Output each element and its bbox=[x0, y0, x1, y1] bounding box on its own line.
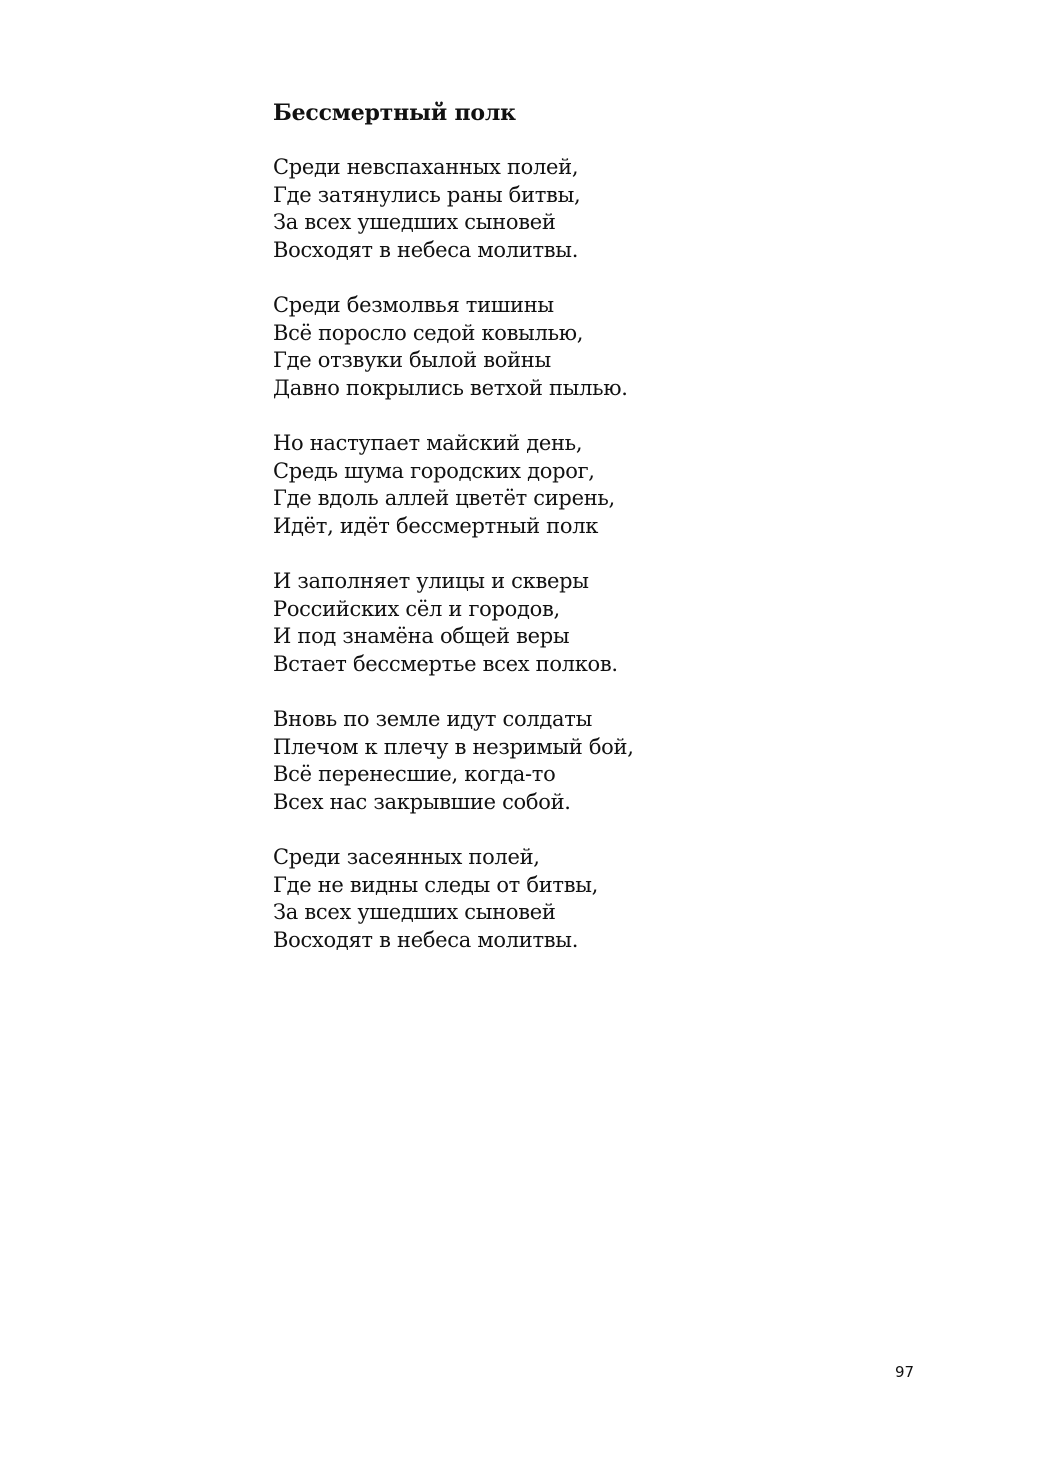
poem-line: Плечом к плечу в незримый бой, bbox=[273, 734, 634, 759]
poem-line: Восходят в небеса молитвы. bbox=[273, 237, 579, 262]
page-number: 97 bbox=[895, 1363, 915, 1381]
poem-line: Где затянулись раны битвы, bbox=[273, 182, 581, 207]
stanza bbox=[273, 706, 833, 816]
poem-line: Восходят в небеса молитвы. bbox=[273, 927, 579, 952]
stanza bbox=[273, 154, 833, 264]
poem-line: И заполняет улицы и скверы bbox=[273, 569, 589, 593]
poem-line: Всех нас закрывшие собой. bbox=[273, 789, 571, 814]
poem-line: Где не видны следы от битвы, bbox=[273, 872, 599, 897]
poem-line: Где отзвуки былой войны bbox=[273, 348, 551, 372]
poem-line: Российских сёл и городов, bbox=[273, 596, 560, 621]
poem-line: Идёт, идёт бессмертный полк bbox=[273, 513, 599, 538]
poem-line: Вновь по земле идут солдаты bbox=[273, 707, 592, 731]
stanza bbox=[273, 844, 833, 954]
poem-line: Среди засеянных полей, bbox=[273, 845, 540, 869]
poem-line: Встает бессмертье всех полков. bbox=[273, 651, 618, 676]
poem-line: Всё перенесшие, когда-то bbox=[273, 762, 556, 786]
poem-line: За всех ушедших сыновей bbox=[273, 210, 556, 234]
poem-title: Бессмертный полк bbox=[273, 100, 516, 126]
poem-line: За всех ушедших сыновей bbox=[273, 900, 556, 924]
poem-line: Но наступает майский день, bbox=[273, 431, 583, 455]
poem-line: Давно покрылись ветхой пылью. bbox=[273, 375, 628, 400]
poem-line: Всё поросло седой ковылью, bbox=[273, 320, 584, 345]
poem-line: И под знамёна общей веры bbox=[273, 624, 570, 648]
stanza bbox=[273, 292, 833, 402]
poem-line: Среди невспаханных полей, bbox=[273, 155, 579, 179]
poem-line: Среди безмолвья тишины bbox=[273, 293, 554, 317]
stanza bbox=[273, 568, 833, 678]
poem-line: Средь шума городских дорог, bbox=[273, 458, 595, 483]
poem-line: Где вдоль аллей цветёт сирень, bbox=[273, 486, 615, 510]
stanza bbox=[273, 430, 833, 540]
poem bbox=[273, 98, 833, 982]
